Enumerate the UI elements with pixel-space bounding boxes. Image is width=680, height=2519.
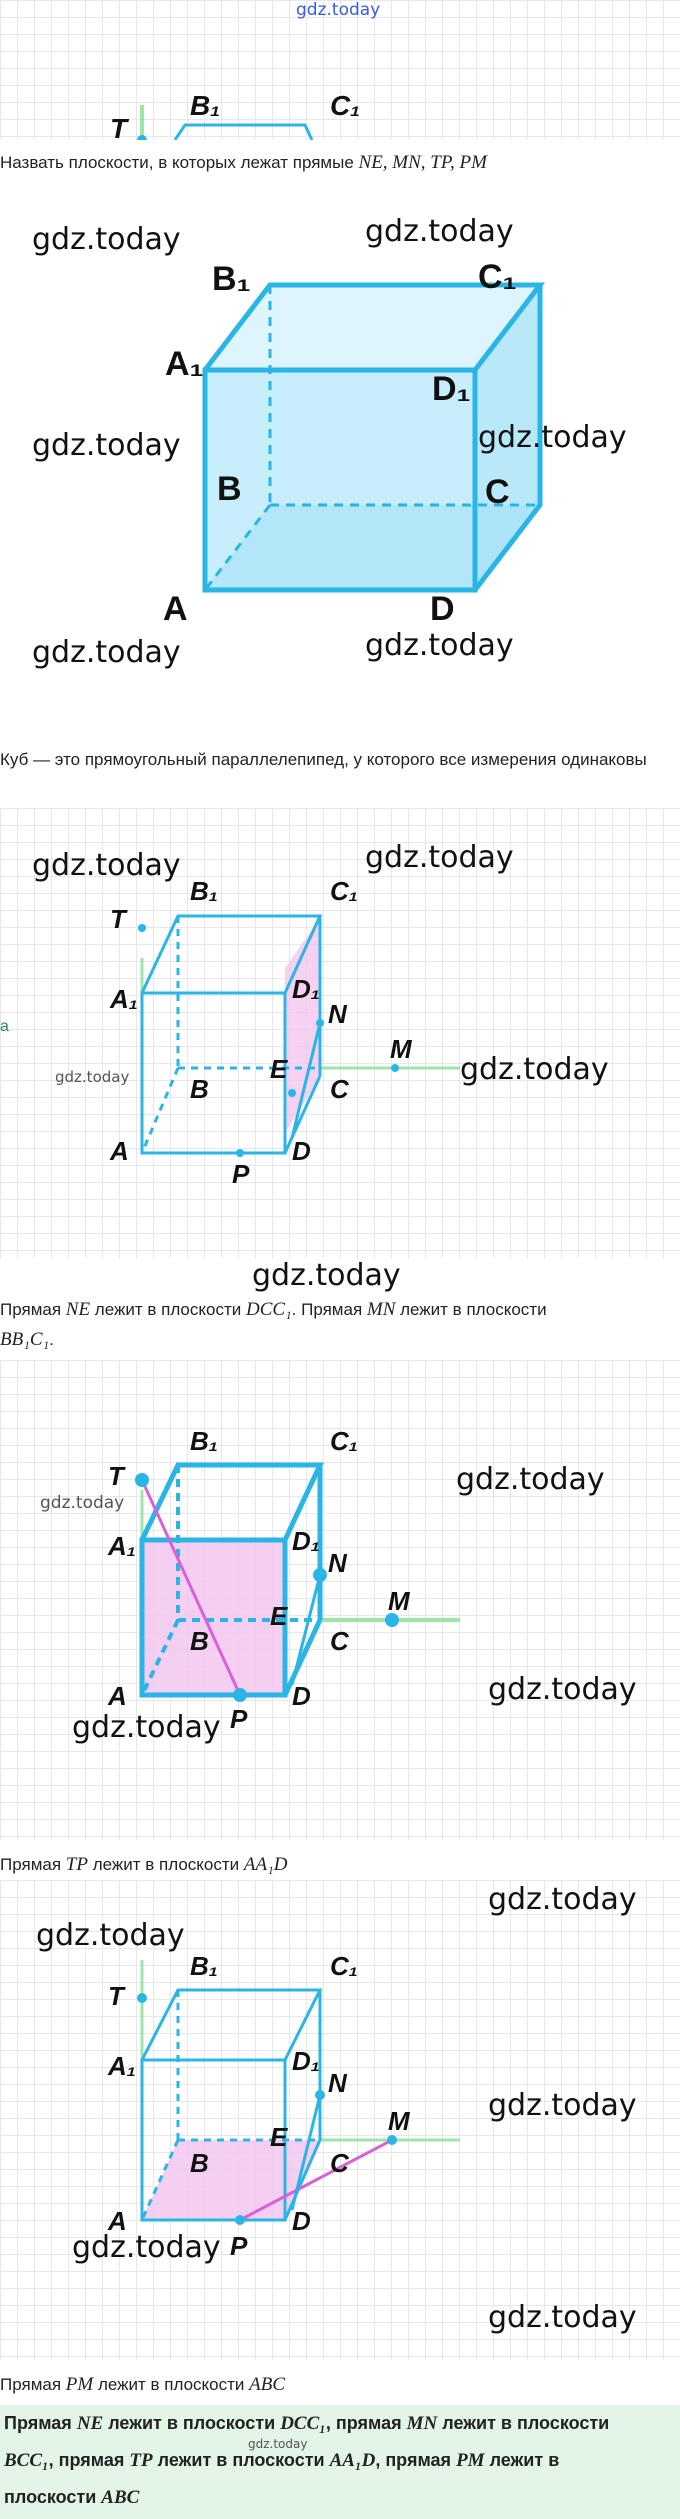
label-E: E — [270, 1054, 288, 1084]
label-C1: C₁ — [330, 876, 358, 906]
watermark: gdz.today — [248, 2437, 308, 2451]
label-A: A — [110, 1136, 129, 1166]
watermark: gdz.today — [36, 1918, 185, 1953]
watermark: gdz.today — [72, 2230, 221, 2265]
label-P: P — [230, 1704, 248, 1734]
watermark: gdz.today — [478, 420, 627, 455]
step3-text: Прямая PM лежит в плоскости ABC — [0, 2374, 286, 2395]
label-N: N — [328, 999, 347, 1029]
cube-fragment-top — [0, 0, 680, 140]
label-A1: A₁ — [110, 984, 138, 1014]
label-M: M — [390, 1034, 412, 1064]
label-A1: A₁ — [108, 2051, 136, 2081]
watermark: gdz.today — [488, 1672, 637, 1707]
watermark: gdz.today — [488, 2300, 637, 2335]
cube-label-C1: C₁ — [478, 258, 517, 296]
watermark: gdz.today — [32, 222, 181, 257]
cube-label-A: A — [163, 590, 188, 628]
label-B1: B₁ — [190, 1951, 218, 1981]
question-text: Назвать плоскости, в которых лежат прямые NE, MN, TP, PM — [0, 152, 487, 173]
step1-text: Прямая NE лежит в плоскости DCC₁. Прямая MN лежит в плоскости BB₁C₁. — [0, 1299, 547, 1350]
label-T: T — [108, 1461, 124, 1491]
label-P: P — [230, 2231, 248, 2261]
step2-text: Прямая TP лежит в плоскости AA₁D — [0, 1854, 288, 1875]
label-E: E — [270, 1601, 288, 1631]
watermark: gdz.today — [32, 848, 181, 883]
label-B: B — [190, 2148, 209, 2178]
label-D1: D₁ — [292, 2046, 320, 2076]
watermark: gdz.today — [365, 628, 514, 663]
label-M: M — [388, 1586, 410, 1616]
label-P: P — [232, 1159, 250, 1189]
watermark: gdz.today — [32, 428, 181, 463]
label-M: M — [388, 2106, 410, 2136]
label-A: A — [108, 2206, 127, 2236]
watermark: gdz.today — [456, 1462, 605, 1497]
label-C: C — [330, 2148, 349, 2178]
label-D1: D₁ — [292, 1526, 320, 1556]
label-B: B — [190, 1074, 209, 1104]
label-B1: B₁ — [190, 90, 221, 121]
label-A: A — [108, 1681, 127, 1711]
label-T: T — [110, 904, 126, 934]
cube-label-B: B — [217, 470, 242, 508]
watermark: gdz.today — [488, 2088, 637, 2123]
watermark: gdz.today — [488, 1882, 637, 1917]
label-C1: C₁ — [330, 1426, 358, 1456]
label-N: N — [328, 1548, 347, 1578]
watermark: gdz.today — [252, 1258, 401, 1293]
label-C1: C₁ — [330, 90, 361, 121]
answer-text: Прямая NE лежит в плоскости DCC₁, прямая MN лежит в плоскости BCC₁, прямая TP лежит в плоскости AA₁D, прямая PM лежит в плоскости ABC — [4, 2413, 610, 2508]
answer-box — [0, 2405, 680, 2519]
watermark: gdz.today — [460, 1052, 609, 1087]
watermark: gdz.today — [72, 1710, 221, 1745]
watermark: gdz.today — [32, 635, 181, 670]
label-C1: C₁ — [330, 1951, 358, 1981]
stray-letter: a — [0, 1018, 9, 1035]
label-T: T — [108, 1981, 124, 2011]
watermark: gdz.today — [296, 0, 381, 20]
label-B1: B₁ — [190, 876, 218, 906]
watermark: gdz.today — [365, 840, 514, 875]
cube-figure-plane-aa1d — [0, 1360, 680, 1840]
label-T: T — [110, 113, 128, 140]
label-D1: D₁ — [292, 974, 320, 1004]
cube-label-A1: A₁ — [165, 345, 204, 383]
definition-text: Куб — это прямоугольный параллелепипед, у которого все измерения одинаковы — [0, 750, 647, 769]
cube-label-B1: B₁ — [212, 260, 251, 298]
watermark: gdz.today — [40, 1493, 125, 1513]
cube-label-D1: D₁ — [432, 370, 471, 408]
label-D: D — [292, 1136, 311, 1166]
label-C: C — [330, 1074, 349, 1104]
label-D: D — [292, 1681, 311, 1711]
cube-label-C: C — [485, 473, 510, 511]
label-A1: A₁ — [108, 1531, 136, 1561]
label-N: N — [328, 2068, 347, 2098]
label-E: E — [270, 2122, 288, 2152]
watermark: gdz.today — [365, 214, 514, 249]
watermark: gdz.today — [55, 1068, 130, 1086]
label-B: B — [190, 1626, 209, 1656]
label-C: C — [330, 1626, 349, 1656]
label-D: D — [292, 2206, 311, 2236]
cube-label-D: D — [430, 590, 455, 628]
label-B1: B₁ — [190, 1426, 218, 1456]
